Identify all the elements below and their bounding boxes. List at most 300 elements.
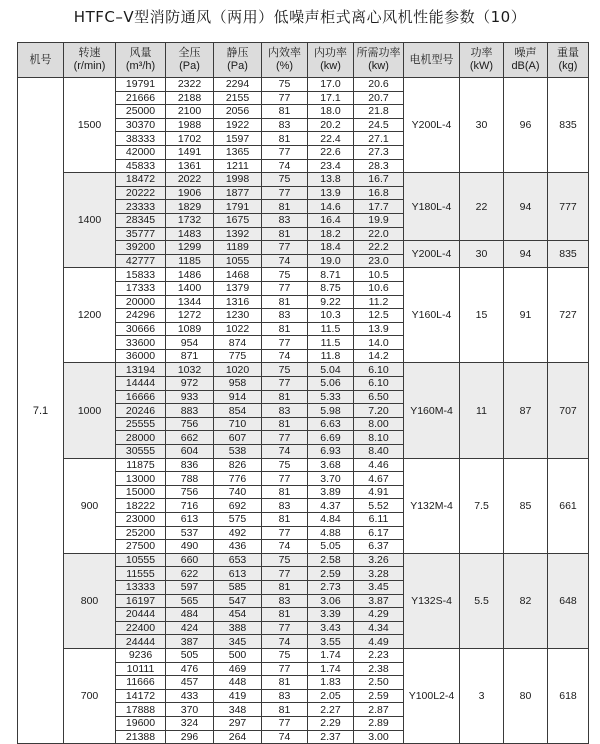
airflow-value: 15833 (125, 268, 156, 281)
power-cell: 5.5 (460, 553, 504, 648)
airflow-value: 30555 (116, 445, 165, 458)
required-power-value: 2.89 (354, 716, 403, 730)
static-pressure-value: 653 (214, 554, 261, 567)
internal-power-value: 14.6 (308, 200, 353, 214)
airflow-value: 21388 (116, 730, 165, 743)
internal-power-value: 2.27 (308, 703, 353, 717)
airflow-column (116, 648, 166, 743)
airflow-value: 11555 (116, 567, 165, 581)
total-pressure-value: 490 (166, 540, 213, 553)
weight-cell: 618 (548, 648, 589, 743)
airflow-value: 18472 (116, 173, 165, 186)
static-pressure-value: 388 (214, 621, 261, 635)
total-pressure-value: 1089 (166, 322, 213, 336)
internal-power-value: 1.74 (308, 662, 353, 676)
airflow-value: 11666 (116, 676, 165, 690)
internal-power-value: 18.0 (308, 105, 353, 119)
efficiency-value: 74 (262, 730, 307, 743)
internal-power-value: 3.70 (308, 472, 353, 486)
efficiency-value: 74 (262, 635, 307, 648)
total-pressure-value: 2022 (166, 173, 213, 186)
model-no-cell: 7.1 (18, 78, 64, 744)
total-pressure-value: 1491 (166, 145, 213, 159)
required-power-column (354, 458, 404, 553)
required-power-value: 3.87 (354, 594, 403, 608)
efficiency-value: 75 (278, 458, 291, 471)
required-power-value: 6.37 (354, 540, 403, 553)
required-power-value: 8.00 (354, 417, 403, 431)
airflow-value: 14444 (116, 377, 165, 391)
airflow-value: 45833 (116, 159, 165, 172)
total-pressure-value: 1185 (166, 254, 213, 267)
static-pressure-value: 2294 (225, 78, 250, 91)
total-pressure-value: 1483 (166, 227, 213, 240)
required-power-value: 12.5 (354, 309, 403, 323)
total-pressure-value: 871 (166, 349, 213, 362)
efficiency-value: 74 (262, 349, 307, 362)
airflow-value: 23000 (116, 513, 165, 527)
efficiency-value: 83 (262, 594, 307, 608)
internal-power-value: 20.2 (308, 118, 353, 132)
internal-power-column (308, 268, 354, 363)
required-power-value: 11.2 (354, 295, 403, 309)
total-pressure-value: 505 (180, 649, 199, 662)
efficiency-value: 77 (262, 241, 307, 254)
efficiency-value: 81 (262, 417, 307, 431)
internal-power-value: 4.88 (308, 526, 353, 540)
internal-power-value: 2.05 (308, 689, 353, 703)
static-pressure-value: 1392 (214, 227, 261, 240)
internal-power-value: 3.68 (320, 458, 341, 471)
speed-cell: 1500 (64, 78, 116, 173)
required-power-value: 22.2 (354, 241, 403, 254)
efficiency-value: 74 (262, 540, 307, 553)
internal-power-value: 5.05 (308, 540, 353, 553)
speed-cell: 700 (64, 648, 116, 743)
required-power-column (354, 648, 404, 743)
header-motor-model: 电机型号 (404, 43, 460, 78)
noise-cell: 87 (504, 363, 548, 458)
efficiency-value: 77 (262, 472, 307, 486)
internal-power-value: 3.06 (308, 594, 353, 608)
noise-cell: 91 (504, 268, 548, 363)
internal-power-column (308, 458, 354, 553)
total-pressure-value: 660 (166, 554, 213, 567)
efficiency-value: 77 (262, 526, 307, 540)
static-pressure-value: 2056 (214, 105, 261, 119)
table-row (18, 173, 589, 241)
internal-power-value: 11.8 (308, 349, 353, 362)
airflow-value: 28000 (116, 431, 165, 445)
motor-model-cell: Y200L-4 (404, 78, 460, 173)
internal-power-column (308, 241, 354, 268)
required-power-value: 4.46 (368, 458, 389, 471)
airflow-value: 22400 (116, 621, 165, 635)
airflow-value: 14172 (116, 689, 165, 703)
static-pressure-value: 1189 (214, 241, 261, 254)
airflow-column (116, 363, 166, 458)
speed-cell: 1400 (64, 173, 116, 268)
static-pressure-value: 2155 (214, 91, 261, 105)
required-power-value: 8.10 (354, 431, 403, 445)
static-pressure-value: 874 (214, 336, 261, 350)
airflow-value: 23333 (116, 200, 165, 214)
required-power-value: 4.67 (354, 472, 403, 486)
airflow-value: 38333 (116, 132, 165, 146)
header-total-pressure: 全压 (Pa) (166, 43, 214, 78)
airflow-value: 9236 (128, 649, 153, 662)
static-pressure-value: 419 (214, 689, 261, 703)
motor-model-cell: Y100L2-4 (404, 648, 460, 743)
required-power-value: 5.52 (354, 499, 403, 513)
required-power-value: 3.26 (354, 554, 403, 567)
airflow-value: 30666 (116, 322, 165, 336)
static-pressure-column (214, 458, 262, 553)
required-power-value: 4.49 (354, 635, 403, 648)
efficiency-value: 75 (278, 78, 291, 91)
total-pressure-column (166, 241, 214, 268)
total-pressure-value: 604 (166, 445, 213, 458)
required-power-value: 14.2 (354, 349, 403, 362)
static-pressure-value: 826 (228, 458, 247, 471)
motor-model-cell: Y160L-4 (404, 268, 460, 363)
required-power-column (354, 553, 404, 648)
header-row (18, 43, 589, 78)
total-pressure-value: 597 (166, 580, 213, 594)
internal-power-column (308, 363, 354, 458)
static-pressure-column (214, 553, 262, 648)
header-airflow: 风量 (m³/h) (116, 43, 166, 78)
airflow-value: 21666 (116, 91, 165, 105)
required-power-column (354, 268, 404, 363)
airflow-value: 13000 (116, 472, 165, 486)
efficiency-column (262, 553, 308, 648)
airflow-value: 13194 (116, 363, 165, 376)
efficiency-value: 77 (262, 621, 307, 635)
airflow-value: 27500 (116, 540, 165, 553)
weight-cell: 727 (548, 268, 589, 363)
static-pressure-column (214, 268, 262, 363)
header-power: 功率 (kW) (460, 43, 504, 78)
header-required-power: 所需功率 (kw) (354, 43, 404, 78)
internal-power-value: 11.5 (308, 336, 353, 350)
total-pressure-value: 1732 (166, 213, 213, 227)
static-pressure-value: 448 (214, 676, 261, 690)
static-pressure-value: 710 (214, 417, 261, 431)
static-pressure-value: 958 (214, 377, 261, 391)
required-power-value: 2.87 (354, 703, 403, 717)
total-pressure-value: 476 (166, 662, 213, 676)
required-power-value: 14.0 (354, 336, 403, 350)
internal-power-value: 11.5 (308, 322, 353, 336)
total-pressure-value: 424 (166, 621, 213, 635)
efficiency-value: 83 (262, 689, 307, 703)
static-pressure-value: 1877 (214, 186, 261, 200)
efficiency-column (262, 268, 308, 363)
efficiency-column (262, 78, 308, 173)
internal-power-value: 4.84 (308, 513, 353, 527)
power-cell: 15 (460, 268, 504, 363)
internal-power-value: 3.43 (308, 621, 353, 635)
total-pressure-value: 537 (166, 526, 213, 540)
efficiency-value: 81 (262, 295, 307, 309)
required-power-value: 21.8 (354, 105, 403, 119)
performance-table (17, 42, 589, 744)
header-speed: 转速 (r/min) (64, 43, 116, 78)
required-power-value: 27.1 (354, 132, 403, 146)
total-pressure-column (166, 268, 214, 363)
efficiency-value: 74 (262, 254, 307, 267)
static-pressure-value: 348 (214, 703, 261, 717)
total-pressure-value: 433 (166, 689, 213, 703)
internal-power-value: 3.55 (308, 635, 353, 648)
static-pressure-column (214, 648, 262, 743)
table-row (18, 553, 589, 648)
airflow-value: 42777 (116, 254, 165, 267)
static-pressure-column (214, 173, 262, 241)
required-power-value: 4.29 (354, 608, 403, 622)
efficiency-value: 81 (262, 676, 307, 690)
required-power-value: 8.40 (354, 445, 403, 458)
internal-power-value: 18.2 (308, 227, 353, 240)
table-row (18, 458, 589, 553)
total-pressure-value: 756 (166, 417, 213, 431)
total-pressure-value: 1032 (166, 363, 213, 376)
airflow-value: 35777 (116, 227, 165, 240)
weight-cell: 777 (548, 173, 589, 241)
static-pressure-value: 1230 (214, 309, 261, 323)
internal-power-value: 16.4 (308, 213, 353, 227)
required-power-value: 3.45 (354, 580, 403, 594)
internal-power-value: 8.75 (308, 281, 353, 295)
required-power-value: 6.11 (354, 513, 403, 527)
motor-model-cell: Y180L-4 (404, 173, 460, 241)
noise-cell: 94 (504, 241, 548, 268)
efficiency-value: 75 (262, 173, 307, 186)
internal-power-value: 1.74 (320, 649, 341, 662)
required-power-value: 20.6 (368, 78, 389, 91)
efficiency-value: 77 (262, 662, 307, 676)
efficiency-value: 77 (262, 281, 307, 295)
static-pressure-value: 538 (214, 445, 261, 458)
static-pressure-column (214, 241, 262, 268)
internal-power-column (308, 553, 354, 648)
static-pressure-value: 914 (214, 390, 261, 404)
static-pressure-value: 1055 (214, 254, 261, 267)
static-pressure-value: 345 (214, 635, 261, 648)
required-power-value: 2.59 (354, 689, 403, 703)
total-pressure-value: 457 (166, 676, 213, 690)
efficiency-value: 83 (262, 118, 307, 132)
static-pressure-value: 1022 (214, 322, 261, 336)
static-pressure-value: 1998 (214, 173, 261, 186)
efficiency-value: 77 (262, 377, 307, 391)
noise-cell: 94 (504, 173, 548, 241)
power-cell: 22 (460, 173, 504, 241)
internal-power-value: 13.9 (308, 186, 353, 200)
power-cell: 3 (460, 648, 504, 743)
internal-power-value: 17.0 (320, 78, 341, 91)
static-pressure-value: 1791 (214, 200, 261, 214)
required-power-value: 20.7 (354, 91, 403, 105)
efficiency-value: 77 (262, 431, 307, 445)
airflow-value: 16666 (116, 390, 165, 404)
airflow-value: 19791 (125, 78, 156, 91)
internal-power-column (308, 78, 354, 173)
efficiency-column (262, 363, 308, 458)
efficiency-value: 75 (278, 268, 291, 281)
static-pressure-value: 436 (214, 540, 261, 553)
static-pressure-value: 1020 (214, 363, 261, 376)
airflow-value: 20222 (116, 186, 165, 200)
efficiency-value: 81 (262, 322, 307, 336)
total-pressure-column (166, 458, 214, 553)
power-cell: 7.5 (460, 458, 504, 553)
required-power-value: 3.28 (354, 567, 403, 581)
internal-power-value: 22.6 (308, 145, 353, 159)
static-pressure-column (214, 78, 262, 173)
efficiency-column (262, 241, 308, 268)
table-body (18, 78, 589, 744)
required-power-value: 6.50 (354, 390, 403, 404)
required-power-value: 6.10 (354, 377, 403, 391)
airflow-column (116, 241, 166, 268)
internal-power-value: 2.58 (308, 554, 353, 567)
internal-power-value: 2.37 (308, 730, 353, 743)
efficiency-value: 77 (262, 186, 307, 200)
required-power-value: 2.38 (354, 662, 403, 676)
airflow-value: 24444 (116, 635, 165, 648)
efficiency-value: 81 (262, 227, 307, 240)
required-power-value: 27.3 (354, 145, 403, 159)
total-pressure-value: 1486 (177, 268, 202, 281)
efficiency-value: 81 (262, 485, 307, 499)
internal-power-column (308, 173, 354, 241)
required-power-value: 2.50 (354, 676, 403, 690)
noise-cell: 96 (504, 78, 548, 173)
airflow-value: 28345 (116, 213, 165, 227)
efficiency-value: 74 (262, 159, 307, 172)
page-title: HTFC–V型消防通风（两用）低噪声柜式离心风机性能参数（10） (73, 8, 527, 26)
airflow-value: 17888 (116, 703, 165, 717)
total-pressure-value: 1829 (166, 200, 213, 214)
airflow-value: 15000 (116, 485, 165, 499)
required-power-value: 16.8 (354, 186, 403, 200)
total-pressure-column (166, 78, 214, 173)
header-efficiency: 内效率 (%) (262, 43, 308, 78)
static-pressure-value: 500 (228, 649, 247, 662)
weight-cell: 835 (548, 241, 589, 268)
noise-cell: 80 (504, 648, 548, 743)
total-pressure-value: 954 (166, 336, 213, 350)
internal-power-value: 2.29 (308, 716, 353, 730)
total-pressure-value: 662 (166, 431, 213, 445)
airflow-value: 30370 (116, 118, 165, 132)
total-pressure-value: 613 (166, 513, 213, 527)
static-pressure-value: 607 (214, 431, 261, 445)
static-pressure-column (214, 363, 262, 458)
total-pressure-value: 2322 (177, 78, 202, 91)
efficiency-value: 77 (262, 336, 307, 350)
static-pressure-value: 1468 (225, 268, 250, 281)
required-power-column (354, 78, 404, 173)
header-internal-power: 内功率 (kw) (308, 43, 354, 78)
speed-cell: 800 (64, 553, 116, 648)
static-pressure-value: 492 (214, 526, 261, 540)
required-power-value: 4.91 (354, 485, 403, 499)
weight-cell: 835 (548, 78, 589, 173)
total-pressure-value: 716 (166, 499, 213, 513)
efficiency-value: 83 (262, 499, 307, 513)
efficiency-value: 81 (262, 390, 307, 404)
airflow-value: 33600 (116, 336, 165, 350)
efficiency-value: 75 (262, 554, 307, 567)
speed-cell: 900 (64, 458, 116, 553)
total-pressure-value: 324 (166, 716, 213, 730)
internal-power-value: 2.59 (308, 567, 353, 581)
efficiency-value: 81 (262, 513, 307, 527)
weight-cell: 661 (548, 458, 589, 553)
internal-power-value: 6.69 (308, 431, 353, 445)
total-pressure-column (166, 553, 214, 648)
internal-power-value: 5.04 (308, 363, 353, 376)
static-pressure-value: 1922 (214, 118, 261, 132)
internal-power-value: 5.98 (308, 404, 353, 418)
static-pressure-value: 613 (214, 567, 261, 581)
noise-cell: 85 (504, 458, 548, 553)
internal-power-value: 2.73 (308, 580, 353, 594)
total-pressure-value: 387 (166, 635, 213, 648)
efficiency-value: 83 (262, 309, 307, 323)
efficiency-column (262, 173, 308, 241)
required-power-value: 10.6 (354, 281, 403, 295)
efficiency-value: 77 (262, 716, 307, 730)
airflow-value: 19600 (116, 716, 165, 730)
static-pressure-value: 469 (214, 662, 261, 676)
weight-cell: 648 (548, 553, 589, 648)
airflow-value: 24296 (116, 309, 165, 323)
total-pressure-value: 756 (166, 485, 213, 499)
efficiency-value: 81 (262, 608, 307, 622)
airflow-value: 39200 (116, 241, 165, 254)
efficiency-value: 83 (262, 404, 307, 418)
internal-power-value: 5.33 (308, 390, 353, 404)
total-pressure-value: 622 (166, 567, 213, 581)
static-pressure-value: 740 (214, 485, 261, 499)
required-power-value: 23.0 (354, 254, 403, 267)
efficiency-value: 75 (278, 649, 291, 662)
airflow-value: 20000 (116, 295, 165, 309)
efficiency-value: 77 (262, 91, 307, 105)
total-pressure-value: 1361 (166, 159, 213, 172)
efficiency-value: 74 (262, 445, 307, 458)
required-power-column (354, 241, 404, 268)
efficiency-value: 81 (262, 200, 307, 214)
total-pressure-value: 1272 (166, 309, 213, 323)
header-noise: 噪声 dB(A) (504, 43, 548, 78)
required-power-value: 28.3 (354, 159, 403, 172)
efficiency-value: 81 (262, 703, 307, 717)
static-pressure-value: 775 (214, 349, 261, 362)
internal-power-value: 22.4 (308, 132, 353, 146)
static-pressure-value: 854 (214, 404, 261, 418)
total-pressure-value: 1400 (166, 281, 213, 295)
airflow-value: 11875 (126, 458, 155, 471)
airflow-value: 42000 (116, 145, 165, 159)
required-power-value: 3.00 (354, 730, 403, 743)
total-pressure-value: 1344 (166, 295, 213, 309)
table-row (18, 363, 589, 458)
